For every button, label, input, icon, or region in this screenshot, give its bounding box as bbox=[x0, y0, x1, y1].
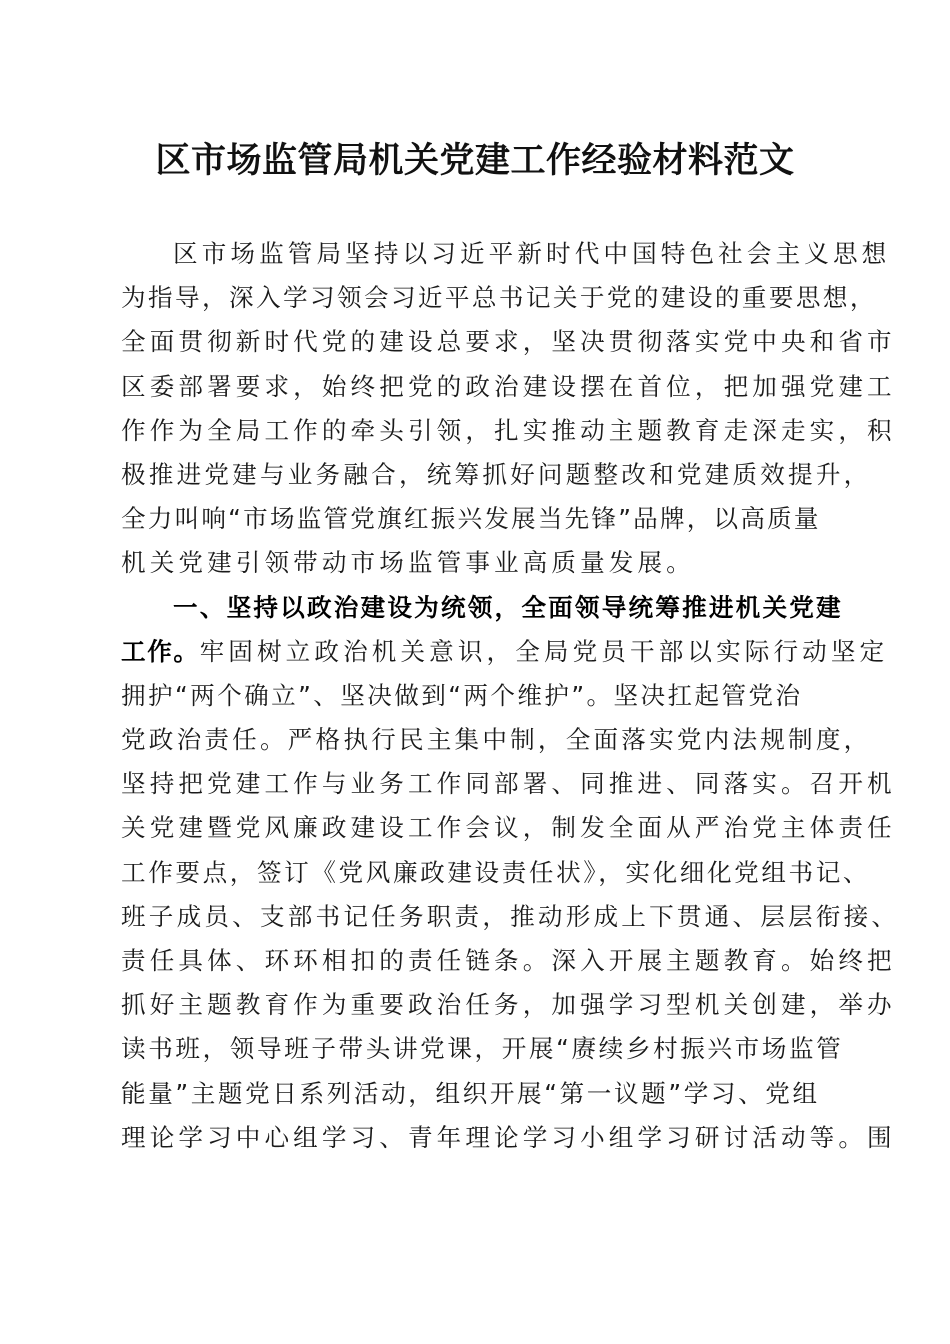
text-line: 党政治责任。严格执行民主集中制，全面落实党内法规制度， bbox=[121, 725, 872, 755]
text-line: 极推进党建与业务融合，统筹抓好问题整改和党建质效提升， bbox=[121, 459, 872, 489]
text-line: 关党建暨党风廉政建设工作会议，制发全面从严治党主体责任 bbox=[121, 813, 896, 843]
document-body bbox=[121, 232, 900, 1160]
text-line: 读书班，领导班子带头讲党课，开展“赓续乡村振兴市场监管 bbox=[121, 1034, 844, 1064]
paragraph-section-one bbox=[121, 586, 900, 1160]
text-line: 区市场监管局坚持以习近平新时代中国特色社会主义思想 bbox=[173, 239, 891, 268]
text-line: 拥护“两个确立”、坚决做到“两个维护”。坚决扛起管党治 bbox=[121, 680, 803, 710]
text-line: 机关党建引领带动市场监管事业高质量发展。 bbox=[121, 548, 695, 578]
text-line: 责任具体、环环相扣的责任链条。深入开展主题教育。始终把 bbox=[121, 946, 896, 975]
text-line: 抓好主题教育作为重要政治任务，加强学习型机关创建，举办 bbox=[121, 990, 896, 1020]
text-line: 区委部署要求，始终把党的政治建设摆在首位，把加强党建工 bbox=[121, 371, 896, 401]
text-line: 坚持把党建工作与业务工作同部署、同推进、同落实。召开机 bbox=[121, 769, 896, 799]
text-line: 班子成员、支部书记任务职责，推动形成上下贯通、层层衔接、 bbox=[121, 901, 900, 931]
text-line-rest: 牢固树立政治机关意识，全局党员干部以实际行动坚定 bbox=[199, 636, 889, 666]
text-line: 全力叫响“市场监管党旗红振兴发展当先锋”品牌，以高质量 bbox=[121, 504, 821, 534]
text-line: 作作为全局工作的牵头引领，扎实推动主题教育走深走实，积 bbox=[121, 415, 896, 445]
paragraph-intro bbox=[121, 232, 896, 586]
text-line: 工作要点，签订《党风廉政建设责任状》，实化细化党组书记、 bbox=[121, 857, 871, 887]
section-heading: 一、坚持以政治建设为统领，全面领导统筹推进机关党建 bbox=[173, 592, 843, 622]
text-line: 为指导，深入学习领会习近平总书记关于党的建设的重要思想， bbox=[121, 283, 877, 313]
text-line bbox=[121, 630, 889, 674]
section-heading-tail: 工作。 bbox=[121, 636, 200, 666]
text-line: 能量”主题党日系列活动，组织开展“第一议题”学习、党组 bbox=[121, 1078, 820, 1108]
document-title: 区市场监管局机关党建工作经验材料范文 bbox=[155, 140, 795, 181]
text-line: 全面贯彻新时代党的建设总要求，坚决贯彻落实党中央和省市 bbox=[121, 327, 896, 357]
text-line: 理论学习中心组学习、青年理论学习小组学习研讨活动等。围 bbox=[121, 1122, 896, 1152]
